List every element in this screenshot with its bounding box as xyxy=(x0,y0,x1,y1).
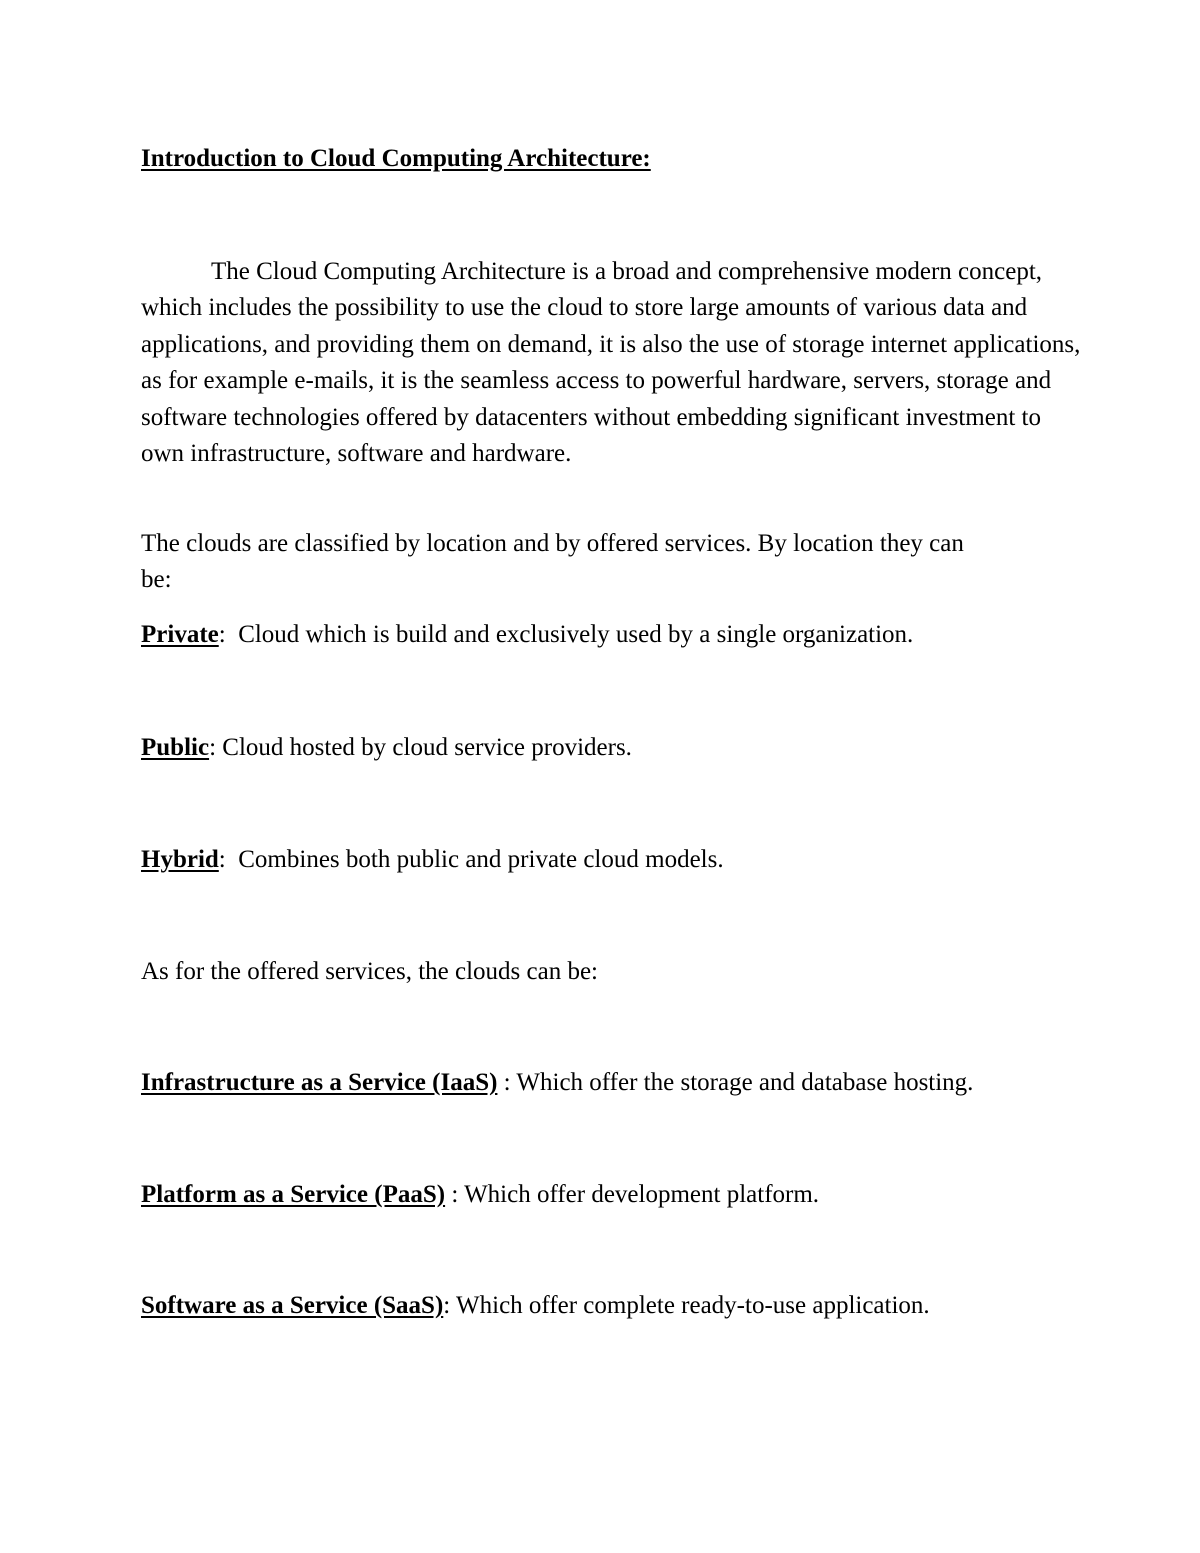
service-description-paas: : Which offer development platform. xyxy=(445,1181,820,1208)
service-description-iaas: : Which offer the storage and database hosting. xyxy=(497,1069,974,1096)
classification-line-2: be: xyxy=(141,566,172,593)
location-term-private: Private xyxy=(141,621,219,648)
service-description-saas: : Which offer complete ready-to-use application. xyxy=(443,1292,930,1319)
location-description-private: Cloud which is build and exclusively used by a single organization. xyxy=(225,621,914,648)
service-item-iaas xyxy=(141,1068,973,1098)
service-item-saas xyxy=(141,1291,930,1321)
location-term-public: Public xyxy=(141,734,210,761)
location-description-public: Cloud hosted by cloud service providers. xyxy=(216,734,632,761)
services-intro: As for the offered services, the clouds can be: xyxy=(141,958,599,985)
location-item-private xyxy=(141,620,913,650)
intro-paragraph: The Cloud Computing Architecture is a broad and comprehensive modern concept, which includes the possibility to use the cloud to store large amounts of various data and applications, and providing them on demand, it is also the use of storage internet applications, as for example e-mails, it is the seamless access to powerful hardware, servers, storage and software technologies offered by datacenters without embedding significant investment to own infrastructure, software and hardware. xyxy=(141,258,1081,468)
location-separator-public: : xyxy=(209,734,217,761)
location-separator-hybrid: : xyxy=(218,846,226,873)
service-term-iaas: Infrastructure as a Service (IaaS) xyxy=(141,1069,498,1096)
service-term-saas: Software as a Service (SaaS) xyxy=(141,1292,444,1319)
service-item-paas xyxy=(141,1180,819,1210)
location-item-public xyxy=(141,733,632,763)
document-title: Introduction to Cloud Computing Architecture: xyxy=(141,145,651,172)
location-separator-private: : xyxy=(218,621,226,648)
classification-line-1: The clouds are classified by location and by offered services. By location they can xyxy=(141,530,964,557)
location-item-hybrid xyxy=(141,845,724,875)
intro-paragraph-block xyxy=(141,254,1081,472)
service-term-paas: Platform as a Service (PaaS) xyxy=(141,1181,446,1208)
location-term-hybrid: Hybrid xyxy=(141,846,219,873)
location-description-hybrid: Combines both public and private cloud models. xyxy=(225,846,724,873)
